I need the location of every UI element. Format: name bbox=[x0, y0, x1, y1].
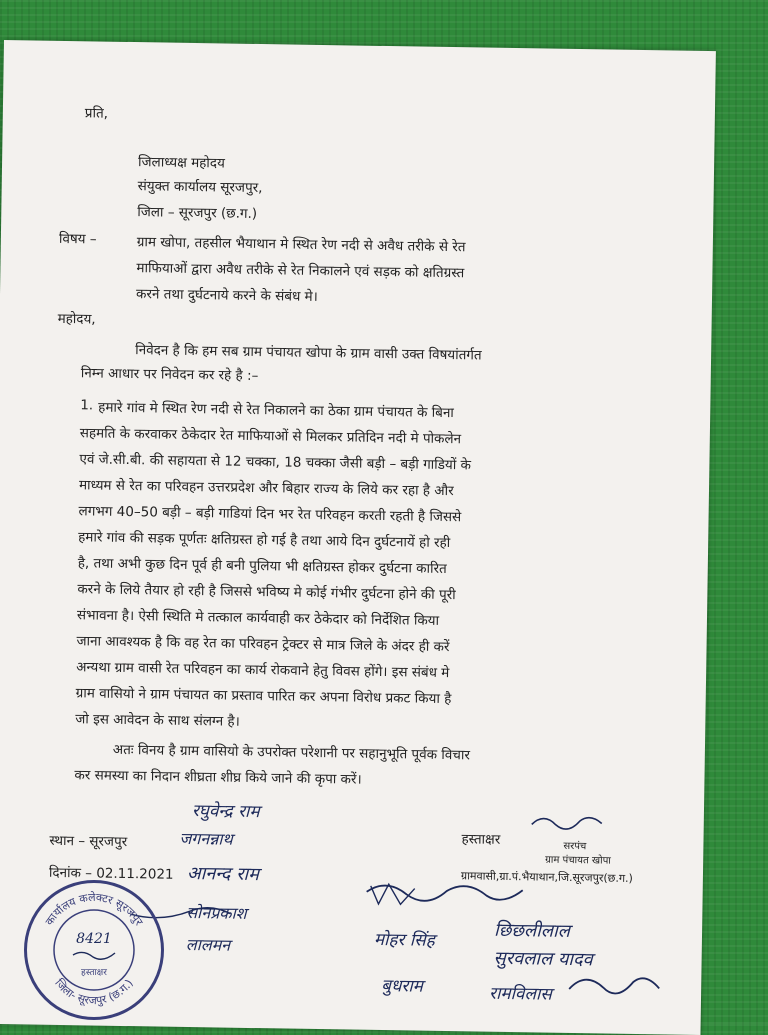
point-line: सहमति के करवाकर ठेकेदार रेत माफियाओं से मिलकर प्रतिदिन नदी मे पोकलेन bbox=[79, 425, 462, 448]
svg-text:जिला- सूरजपुर (छ.ग.) bbox=[52, 977, 135, 1008]
salutation: महोदय, bbox=[57, 310, 96, 328]
place-label: स्थान – सूरजपुर bbox=[49, 832, 128, 851]
signature-label: हस्ताक्षर bbox=[461, 831, 501, 848]
addressee-line-2: संयुक्त कार्यालय सूरजपुर, bbox=[137, 178, 263, 197]
sarpanch-org: ग्राम पंचायत खोपा bbox=[545, 854, 611, 867]
handwritten-signature: जगनन्नाथ bbox=[179, 828, 233, 849]
handwritten-signature: लालमन bbox=[185, 934, 231, 955]
handwritten-signature: बुधराम bbox=[381, 976, 424, 997]
point-line: हमारे गांव मे स्थित रेण नदी से रेत निकालने का ठेका ग्राम पंचायत के बिना bbox=[98, 399, 455, 422]
handwritten-signature: रामविलास bbox=[488, 983, 553, 1005]
subject-line: करने तथा दुर्घटनाये करने के संबंध मे। bbox=[135, 286, 318, 305]
handwritten-signature: रघुवेन्द्र राम bbox=[191, 801, 260, 823]
handwritten-signature: मोहर सिंह bbox=[373, 929, 435, 951]
closing-line: कर समस्या का निदान शीघ्रता शीघ्र किये जाने की कृपा करें। bbox=[74, 767, 362, 788]
stamp-top-text: कार्यालय कलेक्टर सूरजपुर bbox=[42, 890, 146, 928]
intro-line: निम्न आधार पर निवेदन कर रहे है :– bbox=[80, 365, 259, 385]
to-label: प्रति, bbox=[84, 105, 109, 122]
stamp-ring bbox=[27, 883, 161, 1017]
point-line: माध्यम से रेत का परिवहन उत्तरप्रदेश और बिहार राज्य के लिये कर रहा है और bbox=[78, 477, 454, 500]
intro-line: निवेदन है कि हम सब ग्राम पंचायत खोपा के ग्राम वासी उक्त विषयांतर्गत bbox=[135, 342, 482, 364]
point-line: एवं जे.सी.बी. की सहायता से 12 चक्का, 18 चक्का जैसी बड़ी – बड़ी गाडियों के bbox=[79, 451, 472, 474]
subject-label: विषय – bbox=[58, 230, 97, 248]
subject-line: माफियाओं द्वारा अवैध तरीके से रेत निकालने एवं सड़क को क्षतिग्रस्त bbox=[136, 260, 465, 282]
point-line: अन्यथा ग्राम वासी रेत परिवहन का कार्य रोकवाने हेतु विवस होंगे। इस संबंध मे bbox=[76, 659, 450, 682]
villagers-label: ग्रामवासी,ग्रा.पं.भैयाथान,जि.सूरजपुर(छ.ग.) bbox=[460, 869, 633, 885]
point-line: करने के लिये तैयार हो रही है जिससे भविष्य मे कोई गंभीर दुर्घटना होने की पूरी bbox=[77, 581, 456, 604]
subject-line: ग्राम खोपा, तहसील भैयाथान मे स्थित रेण नदी से अवैध तरीके से रेत bbox=[136, 234, 466, 256]
closing-line: अतः विनय है ग्राम वासियो के उपरोक्त परेशानी पर सहानुभूति पूर्वक विचार bbox=[112, 741, 471, 764]
stamp-inner-label: हस्ताक्षर bbox=[81, 968, 107, 978]
addressee-line-3: जिला – सूरजपुर (छ.ग.) bbox=[137, 204, 258, 222]
stamp-number: 8421 bbox=[76, 931, 112, 947]
handwritten-signature: आनन्द राम bbox=[186, 862, 260, 886]
point-number: 1. bbox=[80, 397, 94, 414]
point-line: हमारे गांव की सड़क पूर्णतः क्षतिग्रस्त हो गई है तथा आये दिन दुर्घटनायें हो रही bbox=[78, 529, 451, 552]
point-line: लगभग 40–50 बड़ी – बड़ी गाडियां दिन भर रेत परिवहन करती रहती है जिससे bbox=[78, 503, 462, 526]
handwritten-signature: सोनप्रकाश bbox=[186, 902, 247, 923]
addressee-line-1: जिलाध्यक्ष महोदय bbox=[137, 154, 225, 172]
point-line: संभावना है। ऐसी स्थिति मे तत्काल कार्यवाही कर ठेकेदार को निर्देशित किया bbox=[76, 607, 440, 629]
date-label: दिनांक – 02.11.2021 bbox=[48, 864, 174, 883]
point-line: ग्राम वासियो ने ग्राम पंचायत का प्रस्ताव पारित कर अपना विरोध प्रकट किया है bbox=[75, 685, 452, 708]
stamp-bottom-text: जिला- सूरजपुर (छ.ग.) bbox=[52, 976, 136, 1008]
point-line: जाना आवश्यक है कि वह रेत का परिवहन ट्रेक्टर से मात्र जिले के अंदर ही करें bbox=[76, 633, 450, 656]
handwritten-signature: छिछलीलाल bbox=[493, 919, 571, 942]
point-line: है, तथा अभी कुछ दिन पूर्व ही बनी पुलिया भी क्षतिग्रस्त होकर दुर्घटना कारित bbox=[77, 555, 447, 578]
sarpanch-title: सरपंच bbox=[563, 840, 587, 853]
point-line: जो इस आवेदन के साथ संलग्न है। bbox=[75, 711, 240, 730]
handwritten-signature: सुरवलाल यादव bbox=[493, 947, 593, 971]
collector-office-stamp bbox=[24, 880, 164, 1020]
